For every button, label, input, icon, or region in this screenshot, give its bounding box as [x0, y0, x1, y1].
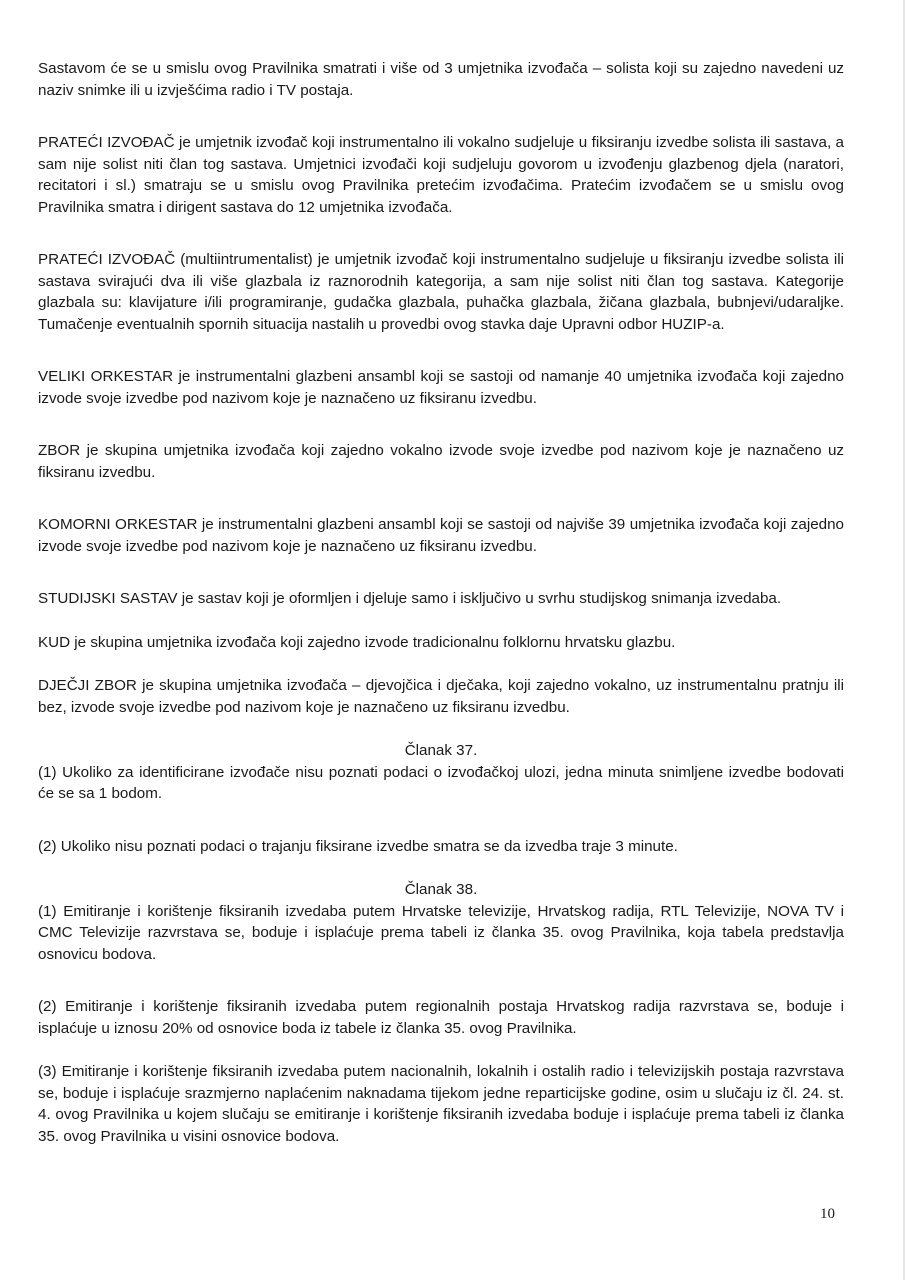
paragraph-kud: KUD je skupina umjetnika izvođača koji zajedno izvode tradicionalnu folklornu hrvatsku glazbu.: [38, 633, 676, 651]
article-38-title: Članak 38.: [404, 881, 478, 898]
article-38-paragraph-2: (2) Emitiranje i korištenje fiksiranih izvedaba putem regionalnih postaja Hrvatskog radija razvrstava se, boduje i isplaćuje u iznosu 20% od osnovice boda iz tabele iz članka 35. ovog Pravilnika.: [38, 998, 844, 1037]
paragraph-zbor: ZBOR je skupina umjetnika izvođača koji zajedno vokalno izvode svoje izvedbe pod nazivom koje je naznačeno uz fiksiranu izvedbu.: [38, 442, 844, 481]
article-37-title: Članak 37.: [404, 742, 478, 759]
page-number: 10: [820, 1206, 835, 1222]
article-37-paragraph-2: (2) Ukoliko nisu poznati podaci o trajanju fiksirane izvedbe smatra se da izvedba traje 3 minute.: [38, 837, 678, 855]
paragraph-sastav: Sastavom će se u smislu ovog Pravilnika smatrati i više od 3 umjetnika izvođača – solista koji su zajedno navedeni uz naziv snimke ili u izvješćima radio i TV postaja.: [38, 60, 844, 99]
page-content: [38, 58, 844, 1178]
paragraph-veliki-orkestar: VELIKI ORKESTAR je instrumentalni glazbeni ansambl koji se sastoji od namanje 40 umjetnika izvođača koji zajedno izvode svoje izvedbe pod nazivom koje je naznačeno uz fiksiranu izvedbu.: [38, 368, 844, 407]
paragraph-komorni-orkestar: KOMORNI ORKESTAR je instrumentalni glazbeni ansambl koji se sastoji od najviše 39 umjetnika izvođača koji zajedno izvode svoje izvedbe pod nazivom koje je naznačeno uz fiksiranu izvedbu.: [38, 516, 844, 555]
paragraph-prateci-multiinstrumentalist: PRATEĆI IZVOĐAČ (multiintrumentalist) je umjetnik izvođač koji instrumentalno sudjeluje u fiksiranju izvedbe solista ili sastava svirajući dva ili više glazbala iz raznorodnih kategorija, a sam nije solist niti član tog sastava. Kategorije glazbala su: klavijature i/ili programiranje, gudačka glazbala, puhačka glazbala, žičana glazbala, bubnjevi/udaraljke. Tumačenje eventualnih spornih situacija nastalih u provedbi ovog stavka daje Upravni odbor HUZIP-a.: [38, 251, 844, 333]
article-38-paragraph-1: (1) Emitiranje i korištenje fiksiranih izvedaba putem Hrvatske televizije, Hrvatskog radija, RTL Televizije, NOVA TV i CMC Televizije razvrstava se, boduje i isplaćuje prema tabeli iz članka 35. ovog Pravilnika, koja tabela predstavlja osnovicu bodova.: [38, 902, 844, 963]
article-38-paragraph-3: (3) Emitiranje i korištenje fiksiranih izvedaba putem nacionalnih, lokalnih i ostalih radio i televizijskih postaja razvrstava se, boduje i isplaćuje srazmjerno naplaćenim naknadama tijekom jedne reparticijske godine, osim u slučaju iz čl. 24. st. 4. ovog Pravilnika u kojem slučaju se emitiranje i korištenje fiksiranih izvedaba boduje i isplaćuje prema tabeli iz članka 35. ovog Pravilnika u visini osnovice bodova.: [38, 1063, 844, 1145]
paragraph-studijski-sastav: STUDIJSKI SASTAV je sastav koji je oformljen i djeluje samo i isključivo u svrhu studijskog snimanja izvedaba.: [38, 590, 782, 607]
paragraph-prateci-izvodac: PRATEĆI IZVOĐAČ je umjetnik izvođač koji instrumentalno ili vokalno sudjeluje u fiksiranju izvedbe solista ili sastava, a sam nije solist niti član tog sastava. Umjetnici izvođači koji sudjeluju govorom u izvođenju glazbenog djela (naratori, recitatori i sl.) smatraju se u smislu ovog Pravilnika pretećim izvođačima. Pratećim izvođačem se u smislu ovog Pravilnika smatra i dirigent sastava do 12 umjetnika izvođača.: [38, 134, 844, 216]
paragraph-djecji-zbor: DJEČJI ZBOR je skupina umjetnika izvođača – djevojčica i dječaka, koji zajedno vokalno, uz instrumentalnu pratnju ili bez, izvode svoje izvedbe pod nazivom koje je naznačeno uz fiksiranu izvedbu.: [38, 677, 844, 716]
article-37-paragraph-1: (1) Ukoliko za identificirane izvođače nisu poznati podaci o izvođačkoj ulozi, jedna minuta snimljene izvedbe bodovati će se sa 1 bodom.: [38, 763, 844, 802]
